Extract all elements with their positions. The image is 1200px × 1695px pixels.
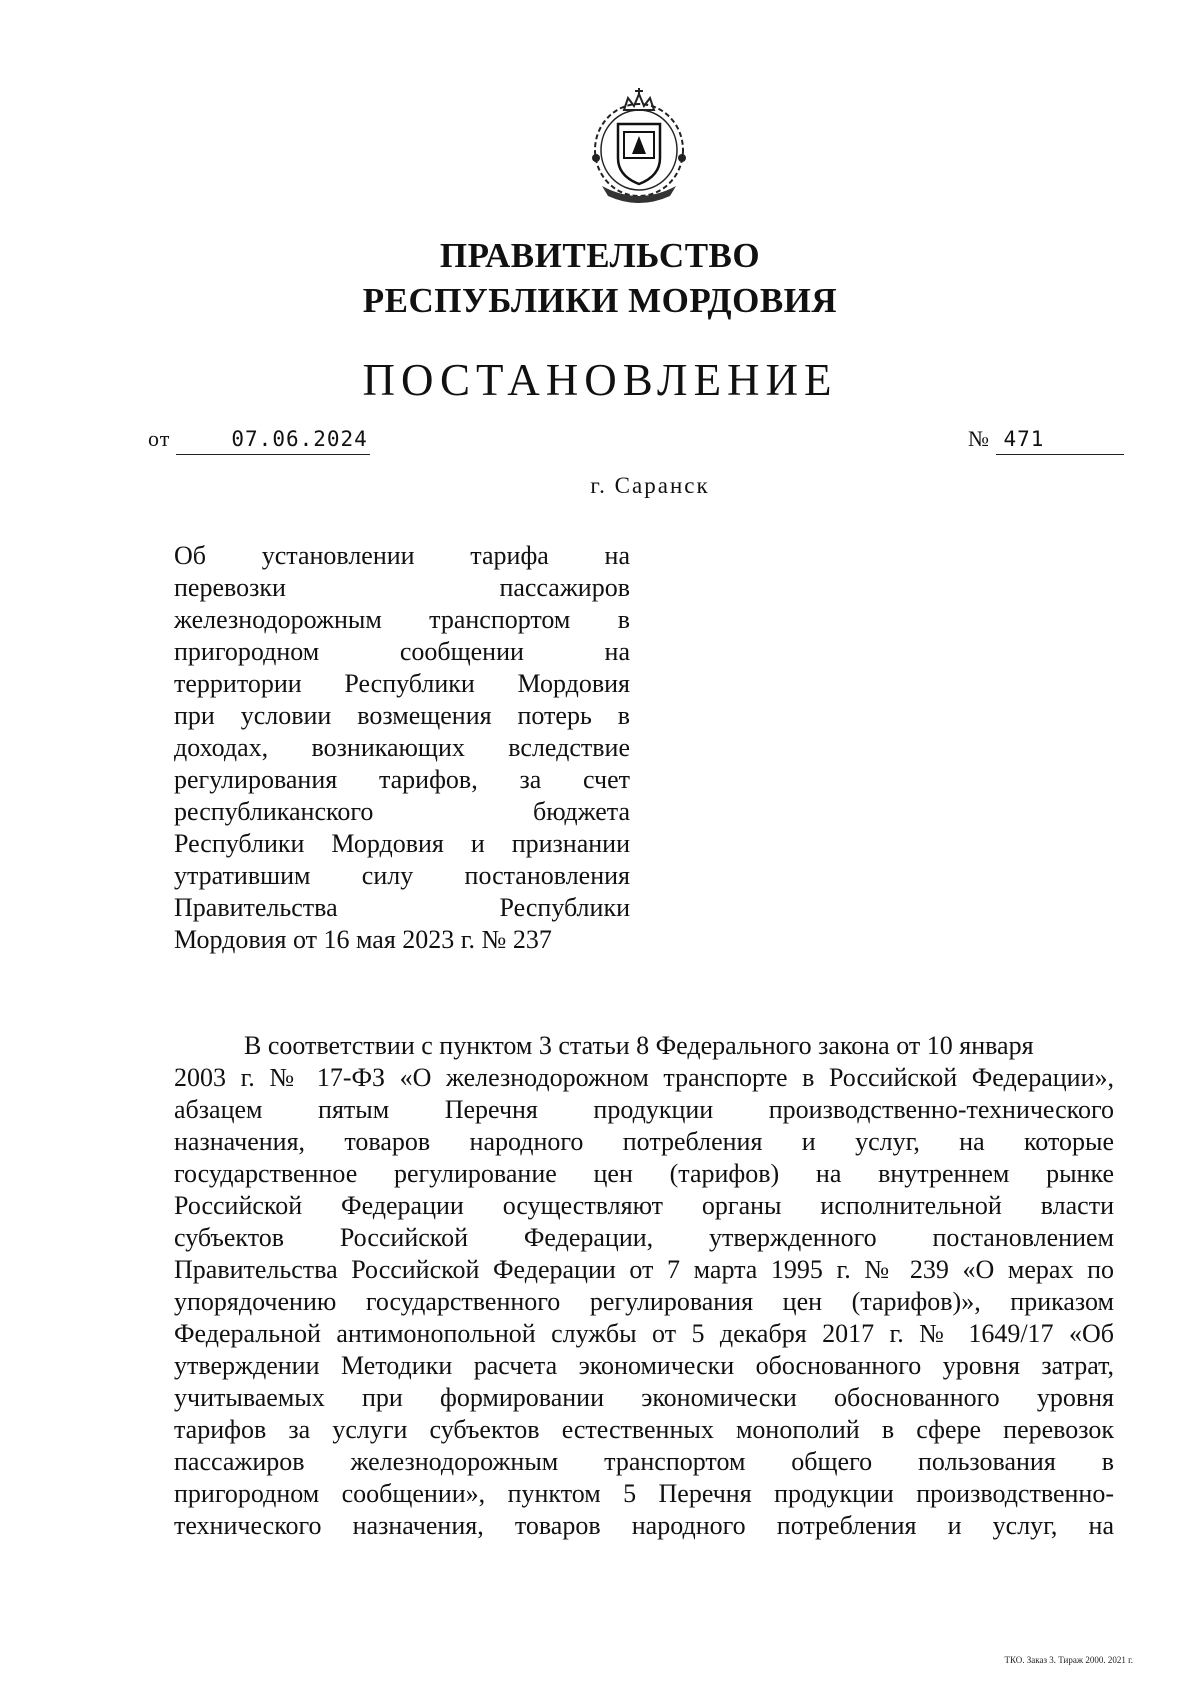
subject-line: Республики Мордовия и признании — [174, 829, 630, 858]
subject-line: пригородном сообщении на — [174, 637, 630, 666]
body-line: технического назначения, товаров народного потребления и услуг, на — [174, 1511, 1114, 1540]
body-line: учитываемых при формировании экономически обоснованного уровня — [174, 1383, 1114, 1412]
body-line: субъектов Российской Федерации, утвержденного постановлением — [174, 1223, 1114, 1252]
subject-line: при условии возмещения потерь в — [174, 701, 630, 730]
subject-line: железнодорожным транспортом в — [174, 605, 630, 634]
organization-region: РЕСПУБЛИКИ МОРДОВИЯ — [362, 281, 838, 320]
subject-line: Мордовия от 16 мая 2023 г. № 237 — [174, 925, 552, 954]
date-prefix: от — [148, 426, 171, 451]
date-block — [148, 424, 370, 455]
body-paragraph — [174, 1030, 1114, 1542]
subject-line: Правительства Республики — [174, 893, 630, 922]
body-line: утверждении Методики расчета экономически обоснованного уровня затрат, — [174, 1351, 1114, 1380]
body-line: В соответствии с пунктом 3 статьи 8 Федерального закона от 10 января — [244, 1031, 1034, 1060]
subject-line: Об установлении тарифа на — [174, 541, 630, 570]
body-line: тарифов за услуги субъектов естественных монополий в сфере перевозок — [174, 1415, 1114, 1444]
document-date: 07.06.2024 — [176, 424, 370, 455]
body-line: государственное регулирование цен (тарифов) на внутреннем рынке — [174, 1159, 1114, 1188]
number-block — [968, 424, 1124, 455]
document-type: ПОСТАНОВЛЕНИЕ — [362, 355, 838, 405]
body-line: Российской Федерации осуществляют органы исполнительной власти — [174, 1191, 1114, 1220]
subject-line: перевозки пассажиров — [174, 573, 630, 602]
subject-line: республиканского бюджета — [174, 797, 630, 826]
print-run-note: ТКО. Заказ 3. Тираж 2000. 2021 г. — [1004, 1655, 1133, 1665]
body-line: пассажиров железнодорожным транспортом общего пользования в — [174, 1447, 1114, 1476]
coat-of-arms-icon — [584, 88, 694, 206]
subject-line: регулирования тарифов, за счет — [174, 765, 630, 794]
body-line: упорядочению государственного регулирования цен (тарифов)», приказом — [174, 1287, 1114, 1316]
city: г. Саранск — [590, 473, 710, 498]
body-line: 2003 г. № 17-ФЗ «О железнодорожном транспорте в Российской Федерации», — [174, 1063, 1114, 1092]
subject-line: территории Республики Мордовия — [174, 669, 630, 698]
body-line: Правительства Российской Федерации от 7 марта 1995 г. № 239 «О мерах по — [174, 1255, 1114, 1284]
subject-line: доходах, возникающих вследствие — [174, 733, 630, 762]
document-number: 471 — [996, 424, 1124, 455]
document-subject — [174, 540, 630, 956]
body-line: абзацем пятым Перечня продукции производственно-технического — [174, 1095, 1114, 1124]
organization-name: ПРАВИТЕЛЬСТВО — [439, 236, 761, 275]
number-prefix: № — [968, 426, 990, 451]
body-line: Федеральной антимонопольной службы от 5 декабря 2017 г. № 1649/17 «Об — [174, 1319, 1114, 1348]
subject-line: утратившим силу постановления — [174, 861, 630, 890]
body-line: назначения, товаров народного потребления и услуг, на которые — [174, 1127, 1114, 1156]
body-line: пригородном сообщении», пунктом 5 Перечня продукции производственно- — [174, 1479, 1114, 1508]
